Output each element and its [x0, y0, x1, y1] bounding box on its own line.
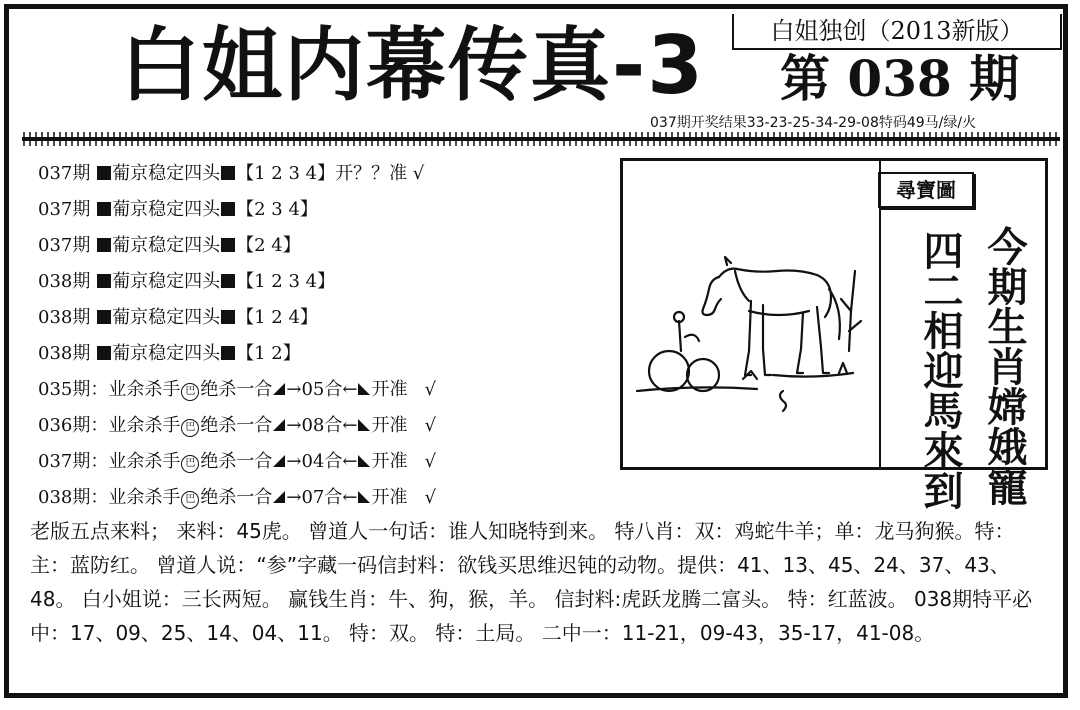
page-title: 白姐内幕传真-3: [120, 19, 705, 112]
horse-illustration: [623, 161, 881, 467]
period-label: 038期: [38, 343, 91, 364]
check-mark: √: [424, 451, 437, 472]
square-icon: [97, 202, 111, 216]
number-set: 【1 2 4】: [236, 307, 318, 328]
triangle-icon: [358, 455, 370, 467]
period-label: 036期：: [38, 415, 109, 436]
hatched-divider: [22, 132, 1060, 146]
arrow-right: →: [286, 487, 302, 508]
number-set: 【1 2】: [236, 343, 301, 364]
item-name: 葡京稳定四头: [112, 199, 221, 220]
period-label: 038期: [38, 271, 91, 292]
kill-text-2: 绝杀一合: [200, 379, 273, 400]
square-icon: [221, 238, 235, 252]
info-paragraph: 老版五点来料； 来料：45虎。 曾道人一句话：谁人知晓特到来。 特八肖：双：鸡蛇牛羊；单：龙马狗猴。特：主：蓝防红。 曾道人说：“参”字藏一码信封料：欲钱买思维迟钝的动物。提供：41、13、45、24、37、43、48。 白小姐说：三长两短。 赢钱生肖：牛、狗，猴，羊。 信封料:虎跃龙腾二富头。 特：红蓝波。 038期特平必中：17、09、25、14、04、11。 特：双。 特：土局。 二中一：11-21，09-43，35-17，41-08。: [30, 519, 1033, 645]
triangle-icon: [273, 491, 285, 503]
item-name: 葡京稳定四头: [112, 307, 221, 328]
kill-text: 业余杀手: [108, 487, 181, 508]
kill-value: 05合: [301, 379, 343, 400]
kill-text-2: 绝杀一合: [200, 451, 273, 472]
arrow-left: ←: [342, 451, 358, 472]
kill-result: 开准: [371, 379, 408, 400]
period-label: 037期: [38, 199, 91, 220]
number-set: 【2 3 4】: [236, 199, 318, 220]
kill-value: 08合: [301, 415, 343, 436]
arrow-right: →: [286, 415, 302, 436]
kill-text: 业余杀手: [108, 451, 181, 472]
item-name: 葡京稳定四头: [112, 235, 221, 256]
square-icon: [221, 346, 235, 360]
triangle-icon: [273, 419, 285, 431]
period-label: 038期：: [38, 487, 109, 508]
zodiac-poem-right: 今期生肖嫦娥寵: [981, 226, 1027, 506]
period-label: 037期: [38, 163, 91, 184]
kill-result: 开准: [371, 487, 408, 508]
circle-mark: 巴: [181, 455, 199, 473]
period-label: 037期：: [38, 451, 109, 472]
square-icon: [97, 310, 111, 324]
kill-text: 业余杀手: [108, 379, 181, 400]
check-mark: √: [424, 415, 437, 436]
arrow-right: →: [286, 451, 302, 472]
circle-mark: 巴: [181, 383, 199, 401]
kill-text-2: 绝杀一合: [200, 415, 273, 436]
kill-text: 业余杀手: [108, 415, 181, 436]
issue-number: 第 038 期: [780, 49, 1020, 108]
prediction-lines: [38, 156, 618, 516]
zodiac-poem-left: 四二相迎馬來到: [917, 230, 963, 510]
four-head-row: [38, 156, 618, 192]
period-label: 038期: [38, 307, 91, 328]
four-head-row: [38, 228, 618, 264]
item-name: 葡京稳定四头: [112, 271, 221, 292]
square-icon: [97, 166, 111, 180]
square-icon: [97, 238, 111, 252]
triangle-icon: [273, 383, 285, 395]
kill-text-2: 绝杀一合: [200, 487, 273, 508]
arrow-right: →: [286, 379, 302, 400]
check-mark: √: [424, 487, 437, 508]
square-icon: [221, 274, 235, 288]
kill-row: [38, 372, 618, 408]
arrow-left: ←: [342, 487, 358, 508]
kill-row: [38, 408, 618, 444]
edition-label: 白姐独创（2013新版）: [732, 14, 1062, 50]
result-note: 开？？准 √: [335, 163, 425, 184]
square-icon: [97, 346, 111, 360]
triangle-icon: [358, 419, 370, 431]
four-head-row: [38, 264, 618, 300]
item-name: 葡京稳定四头: [112, 343, 221, 364]
square-icon: [221, 166, 235, 180]
period-label: 035期：: [38, 379, 109, 400]
triangle-icon: [358, 491, 370, 503]
number-set: 【1 2 3 4】: [236, 271, 336, 292]
kill-row: [38, 444, 618, 480]
kill-value: 07合: [301, 487, 343, 508]
square-icon: [97, 274, 111, 288]
item-name: 葡京稳定四头: [112, 163, 221, 184]
circle-mark: 巴: [181, 491, 199, 509]
arrow-left: ←: [342, 415, 358, 436]
triangle-icon: [358, 383, 370, 395]
kill-row: [38, 480, 618, 516]
check-mark: √: [424, 379, 437, 400]
kill-result: 开准: [371, 415, 408, 436]
number-set: 【2 4】: [236, 235, 301, 256]
kill-result: 开准: [371, 451, 408, 472]
kill-value: 04合: [301, 451, 343, 472]
four-head-row: [38, 336, 618, 372]
circle-mark: 巴: [181, 419, 199, 437]
four-head-row: [38, 192, 618, 228]
four-head-row: [38, 300, 618, 336]
treasure-map-badge: 尋寶圖: [878, 172, 974, 208]
number-set: 【1 2 3 4】: [236, 163, 336, 184]
previous-result: 037期开奖结果33-23-25-34-29-08特码49马/绿/火: [650, 115, 977, 131]
arrow-left: ←: [342, 379, 358, 400]
period-label: 037期: [38, 235, 91, 256]
square-icon: [221, 310, 235, 324]
square-icon: [221, 202, 235, 216]
triangle-icon: [273, 455, 285, 467]
